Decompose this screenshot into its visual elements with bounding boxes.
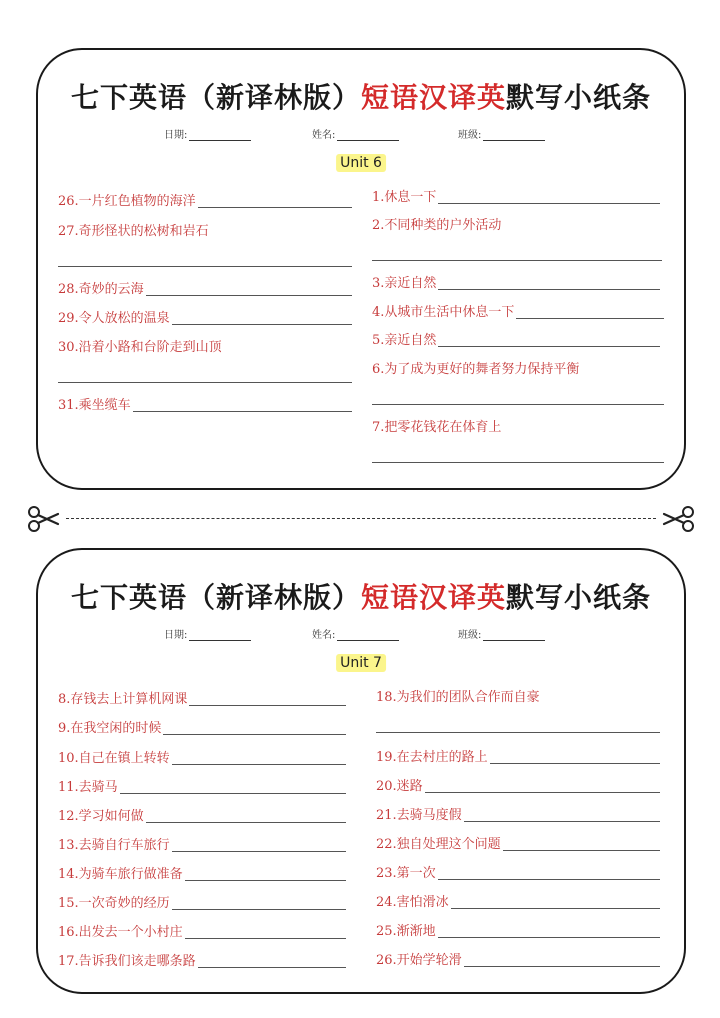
phrase-item[interactable]: 11.去骑马 <box>58 776 346 796</box>
phrase-item[interactable]: 18.为我们的团队合作而自豪 <box>376 690 540 705</box>
answer-line[interactable] <box>163 734 346 735</box>
phrase-item[interactable]: 26.一片红色植物的海洋 <box>58 190 352 210</box>
worksheet-card-unit6 <box>36 48 686 490</box>
phrase-item[interactable]: 14.为骑车旅行做准备 <box>58 863 346 883</box>
answer-line[interactable] <box>146 295 352 296</box>
answer-line[interactable] <box>464 821 660 822</box>
answer-line[interactable] <box>438 346 660 347</box>
meta-fields <box>38 626 684 642</box>
answer-line[interactable] <box>464 966 660 967</box>
phrase-item[interactable]: 4.从城市生活中休息一下 <box>372 301 664 321</box>
phrase-item[interactable]: 28.奇妙的云海 <box>58 278 352 298</box>
answer-line[interactable] <box>198 207 352 208</box>
answer-line[interactable] <box>133 411 352 412</box>
meta-fields <box>38 126 684 142</box>
class-field[interactable]: 班级: <box>458 626 545 641</box>
date-field[interactable]: 日期: <box>164 626 251 641</box>
answer-line[interactable] <box>438 203 660 204</box>
answer-line[interactable] <box>58 382 352 383</box>
unit-label: Unit 7 <box>336 654 386 672</box>
phrase-item[interactable]: 12.学习如何做 <box>58 805 346 825</box>
class-field[interactable]: 班级: <box>458 126 545 141</box>
phrase-item[interactable]: 16.出发去一个小村庄 <box>58 921 346 941</box>
phrase-item[interactable]: 24.害怕滑冰 <box>376 891 660 911</box>
answer-line[interactable] <box>372 260 662 261</box>
phrase-item[interactable]: 30.沿着小路和台阶走到山顶 <box>58 340 222 355</box>
answer-line[interactable] <box>438 937 660 938</box>
phrase-item[interactable]: 6.为了成为更好的舞者努力保持平衡 <box>372 362 580 377</box>
answer-line[interactable] <box>172 764 346 765</box>
answer-line[interactable] <box>376 732 660 733</box>
scissors-icon <box>26 502 60 536</box>
answer-line[interactable] <box>451 908 660 909</box>
answer-line[interactable] <box>172 909 346 910</box>
answer-line[interactable] <box>438 289 660 290</box>
phrase-item[interactable]: 23.第一次 <box>376 862 660 882</box>
answer-line[interactable] <box>172 851 346 852</box>
phrase-item[interactable]: 17.告诉我们该走哪条路 <box>58 950 346 970</box>
phrase-item[interactable]: 25.渐渐地 <box>376 920 660 940</box>
phrase-item[interactable]: 21.去骑马度假 <box>376 804 660 824</box>
phrase-item[interactable]: 10.自己在镇上转转 <box>58 747 346 767</box>
answer-line[interactable] <box>146 822 346 823</box>
unit-label: Unit 6 <box>336 154 386 172</box>
phrase-item[interactable]: 2.不同种类的户外活动 <box>372 218 502 233</box>
date-field[interactable]: 日期: <box>164 126 251 141</box>
phrase-item[interactable]: 3.亲近自然 <box>372 272 660 292</box>
phrase-item[interactable]: 29.令人放松的温泉 <box>58 307 352 327</box>
card-title: 七下英语（新译林版）短语汉译英默写小纸条 <box>70 581 652 614</box>
name-field[interactable]: 姓名: <box>312 126 399 141</box>
answer-line[interactable] <box>58 266 352 267</box>
answer-line[interactable] <box>372 462 664 463</box>
phrase-item[interactable]: 13.去骑自行车旅行 <box>58 834 346 854</box>
worksheet-card-unit7 <box>36 548 686 994</box>
scissors-icon <box>662 502 696 536</box>
phrase-item[interactable]: 8.存钱去上计算机网课 <box>58 688 346 708</box>
answer-line[interactable] <box>490 763 660 764</box>
answer-line[interactable] <box>438 879 660 880</box>
answer-line[interactable] <box>503 850 660 851</box>
cut-line <box>66 518 656 519</box>
phrase-item[interactable]: 22.独自处理这个问题 <box>376 833 660 853</box>
answer-line[interactable] <box>198 967 346 968</box>
phrase-item[interactable]: 15.一次奇妙的经历 <box>58 892 346 912</box>
answer-line[interactable] <box>372 404 664 405</box>
answer-line[interactable] <box>172 324 352 325</box>
answer-line[interactable] <box>516 318 664 319</box>
card-title: 七下英语（新译林版）短语汉译英默写小纸条 <box>70 81 652 114</box>
phrase-item[interactable]: 20.迷路 <box>376 775 660 795</box>
phrase-item[interactable]: 9.在我空闲的时候 <box>58 717 346 737</box>
phrase-item[interactable]: 31.乘坐缆车 <box>58 394 352 414</box>
answer-line[interactable] <box>425 792 660 793</box>
phrase-item[interactable]: 5.亲近自然 <box>372 329 660 349</box>
phrase-item[interactable]: 19.在去村庄的路上 <box>376 746 660 766</box>
phrase-item[interactable]: 27.奇形怪状的松树和岩石 <box>58 224 209 239</box>
answer-line[interactable] <box>189 705 346 706</box>
answer-line[interactable] <box>185 938 346 939</box>
answer-line[interactable] <box>185 880 346 881</box>
phrase-item[interactable]: 26.开始学轮滑 <box>376 949 660 969</box>
answer-line[interactable] <box>120 793 346 794</box>
phrase-item[interactable]: 1.休息一下 <box>372 186 660 206</box>
phrase-item[interactable]: 7.把零花钱花在体育上 <box>372 420 502 435</box>
name-field[interactable]: 姓名: <box>312 626 399 641</box>
